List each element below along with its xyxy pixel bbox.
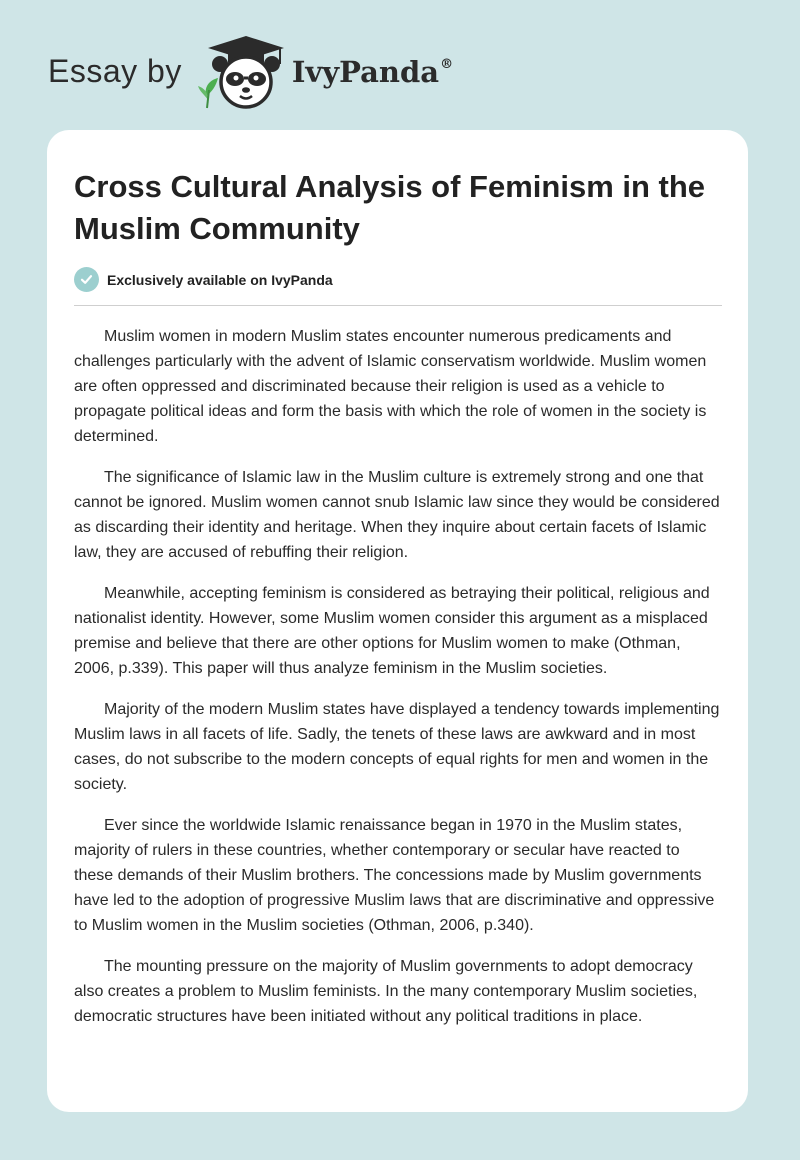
brand-name: IvyPanda — [291, 55, 440, 89]
paragraph: Ever since the worldwide Islamic renaissance began in 1970 in the Muslim states, majority of rulers in these countries, whether contemporary or secular have reacted to these demands of their Muslim brothers. The concessions made by Muslim governments have led to the adoption of progressive Muslim laws that are discriminative and oppressive to Muslim women in the Muslim societies (Othman, 2006, p.340). — [74, 817, 715, 934]
check-icon — [74, 267, 99, 292]
page-title: Cross Cultural Analysis of Feminism in the Muslim Community — [74, 169, 706, 246]
registered-mark: ® — [440, 57, 454, 72]
paragraph: The mounting pressure on the majority of Muslim governments to adopt democracy also creates a problem to Muslim feminists. In the many contemporary Muslim societies, democratic structures have been initiated without any political traditions in place. — [74, 958, 698, 1025]
site-header — [48, 34, 453, 110]
brand-logo-text[interactable] — [292, 55, 453, 89]
exclusive-badge — [74, 267, 722, 292]
paragraph: Majority of the modern Muslim states have displayed a tendency towards implementing Muslim laws in all facets of life. Sadly, the tenets of these laws are awkward and in most cases, do not subscribe to the modern concepts of equal rights for men and women in the society. — [74, 701, 720, 793]
divider — [74, 305, 722, 306]
paragraph: Muslim women in modern Muslim states encounter numerous predicaments and challenges particularly with the advent of Islamic conservatism worldwide. Muslim women are often oppressed and discriminated because their religion is used as a vehicle to propagate political ideas and form the basis with which the role of women in the society is determined. — [74, 328, 707, 445]
essay-card — [47, 130, 748, 1112]
exclusive-label: Exclusively available on IvyPanda — [107, 271, 333, 288]
paragraph: The significance of Islamic law in the Muslim culture is extremely strong and one that cannot be ignored. Muslim women cannot snub Islamic law since they would be considered as discarding their identity and heritage. When they inquire about certain facets of Islamic law, they are accused of rebuffing their religion. — [74, 469, 720, 561]
essay-by-label: Essay by — [48, 52, 182, 89]
paragraph: Meanwhile, accepting feminism is considered as betraying their political, religious and nationalist identity. However, some Muslim women consider this argument as a misplaced premise and believe that there are other options for Muslim women to make (Othman, 2006, p.339). This paper will thus analyze feminism in the Muslim societies. — [74, 585, 710, 677]
panda-graduate-icon[interactable] — [196, 34, 288, 110]
